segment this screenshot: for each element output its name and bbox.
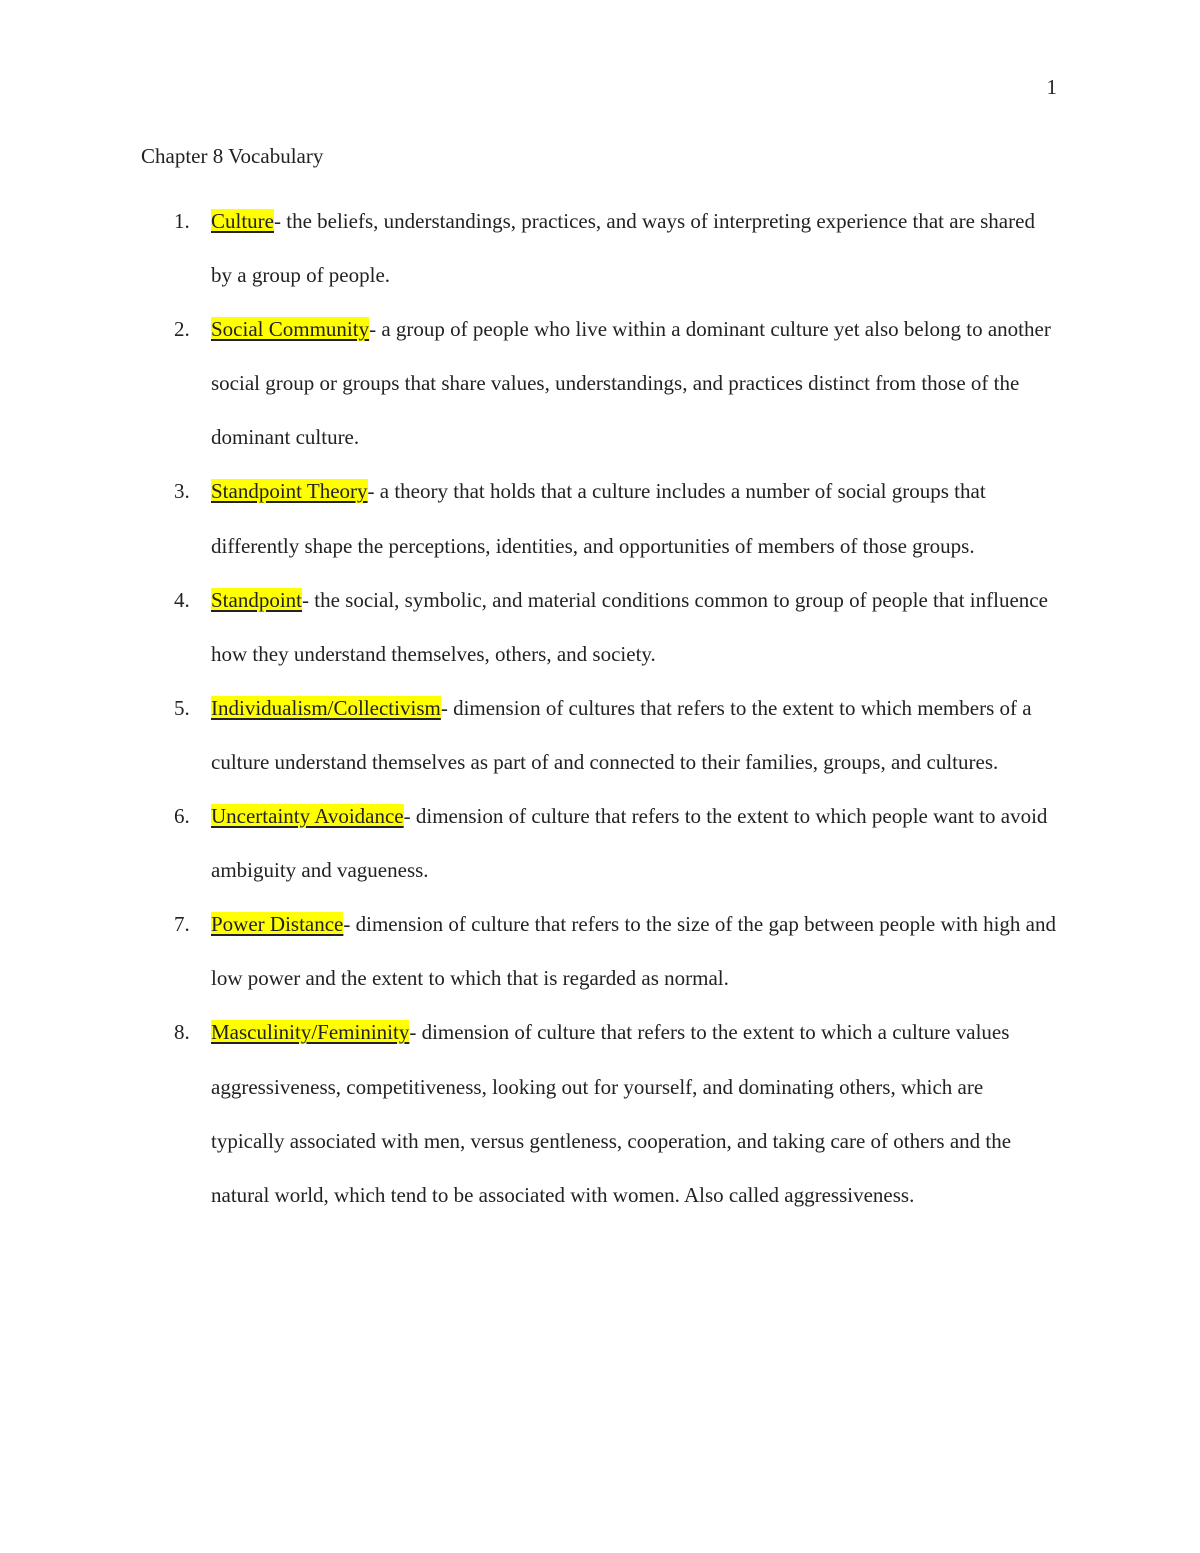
item-number: 7.: [174, 912, 190, 937]
page-number: 1: [1046, 75, 1057, 99]
vocabulary-item-social-community: [0, 302, 1061, 464]
item-number: 2.: [174, 317, 190, 342]
item-number: 5.: [174, 695, 190, 720]
vocabulary-definition: - dimension of cultures that refers to the extent to which members of a culture understand themselves as part of and connected to their families, groups, and cultures.: [211, 695, 1032, 774]
vocabulary-item-masculinity-femininity: [0, 1005, 1061, 1221]
item-number: 4.: [174, 587, 190, 612]
vocabulary-term: Individualism/Collectivism: [211, 695, 441, 720]
item-number: 6.: [174, 804, 190, 829]
vocabulary-definition: - dimension of culture that refers to the extent to which people want to avoid ambiguity and vagueness.: [211, 804, 1048, 883]
vocabulary-term: Culture: [211, 209, 274, 233]
item-number: 1.: [174, 209, 190, 233]
vocabulary-item-uncertainty-avoidance: [0, 789, 1061, 897]
vocabulary-item-individualism-collectivism: [0, 681, 1061, 789]
vocabulary-definition: - dimension of culture that refers to the extent to which a culture values aggressiveness, competitiveness, looking out for yourself, and dominating others, which are typically associated with men, versus gentleness, cooperation, and taking care of others and the natural world, which tend to be associated with women. Also called aggressiveness.: [211, 1020, 1012, 1207]
vocabulary-list: [0, 194, 1200, 1222]
vocabulary-term: Standpoint Theory: [211, 479, 368, 504]
vocabulary-definition: - a theory that holds that a culture includes a number of social groups that differently shape the perceptions, identities, and opportunities of members of those groups.: [211, 479, 986, 558]
vocabulary-term: Standpoint: [211, 587, 303, 612]
vocabulary-definition: - the social, symbolic, and material conditions common to group of people that influence how they understand themselves, others, and society.: [211, 587, 1048, 666]
item-number: 3.: [174, 479, 190, 504]
vocabulary-term: Power Distance: [211, 912, 344, 937]
vocabulary-item-standpoint-theory: [0, 464, 1061, 572]
vocabulary-item-culture: [0, 194, 1061, 302]
document-title: Chapter 8 Vocabulary: [141, 144, 324, 168]
item-number: 8.: [174, 1020, 190, 1045]
vocabulary-definition: - dimension of culture that refers to the size of the gap between people with high and low power and the extent to which that is regarded as normal.: [211, 912, 1056, 991]
vocabulary-term: Masculinity/Femininity: [211, 1020, 410, 1045]
vocabulary-item-standpoint: [0, 573, 1061, 681]
vocabulary-item-power-distance: [0, 897, 1061, 1005]
vocabulary-definition: - a group of people who live within a dominant culture yet also belong to another social group or groups that share values, understandings, and practices distinct from those of the dominant culture.: [211, 317, 1051, 450]
vocabulary-term: Uncertainty Avoidance: [211, 804, 404, 829]
vocabulary-definition: - the beliefs, understandings, practices, and ways of interpreting experience that are shared by a group of people.: [211, 209, 1035, 288]
vocabulary-term: Social Community: [211, 317, 370, 342]
